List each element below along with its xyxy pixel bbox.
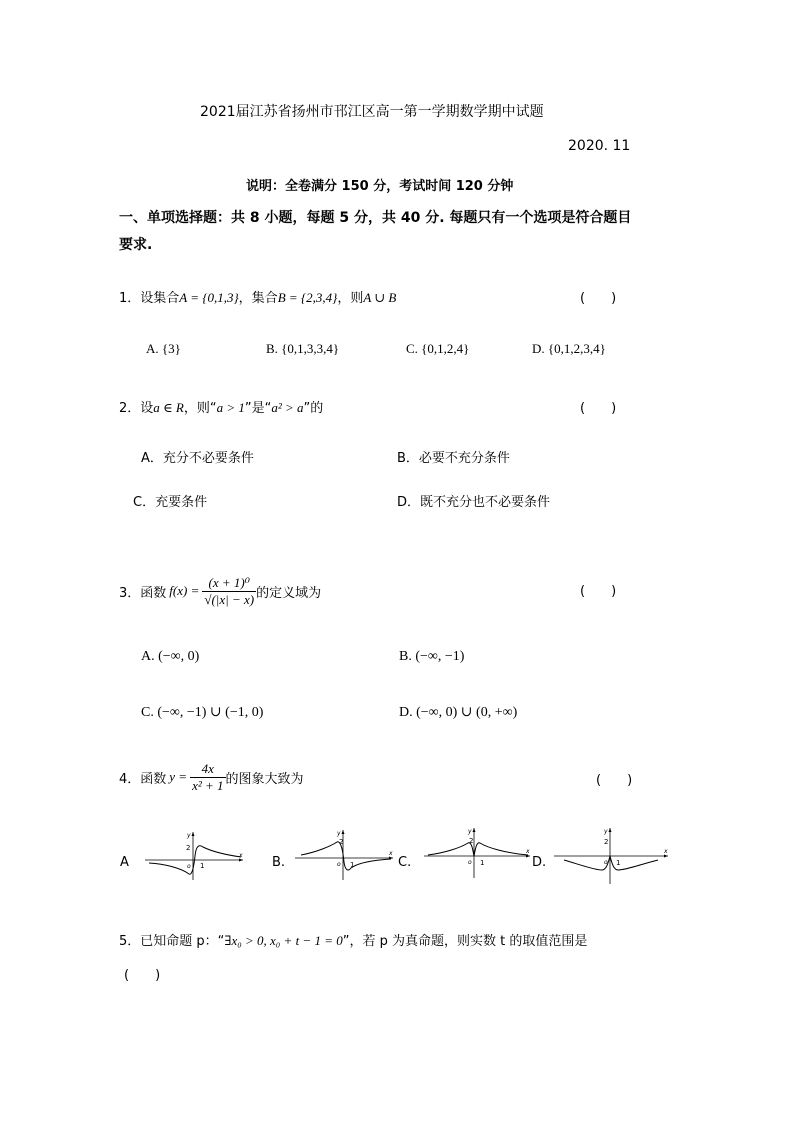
section-heading-line2: 要求. [119,237,153,253]
q4-a-origin: o [187,863,191,870]
q4-y: y = [169,769,188,784]
q3-option-c: C. (−∞, −1) ∪ (−1, 0) [141,705,264,720]
q1-prefix: 1．设集合 [119,291,180,306]
q3-answer-paren: ( ) [580,584,617,599]
q4-graph-a [145,830,245,882]
q4-graph-b [295,828,395,882]
exam-note: 说明：全卷满分 150 分，考试时间 120 分钟 [246,179,514,194]
q4-b-x: x [389,850,393,857]
q4-c-tick-1: 1 [480,859,485,867]
q4-c-tick-2: 2 [469,837,474,845]
q4-answer-paren: ( ) [596,773,633,788]
q3-suffix: 的定义域为 [256,585,322,601]
q4-a-tick-1: 1 [200,862,205,870]
q5-suffix: ”，若 p 为真命题，则实数 t 的取值范围是 [342,934,588,949]
q5-proposition: ∃x₀ > 0, x₀ + t − 1 = 0 [224,933,343,948]
q2-option-d: D．既不充分也不必要条件 [397,495,551,510]
q1-set-a: A = {0,1,3} [179,290,239,305]
exam-date: 2020. 11 [568,138,631,154]
q5-answer-paren: ( ) [124,968,161,983]
q3-fx: f(x) = [169,583,200,598]
q4-d-tick-1: 1 [616,859,621,867]
q1-expr: A ∪ B [363,290,397,305]
q1-set-b: B = {2,3,4} [277,290,338,305]
q1-suffix: ，则 [337,291,364,306]
q4-b-y: y [337,830,341,837]
q4-label-a: A [120,855,129,870]
q4-denominator: x² + 1 [192,777,224,793]
q1-option-d: D. {0,1,2,3,4} [532,341,606,356]
question-4 [119,756,304,798]
q2-suffix: ”的 [303,401,324,416]
q3-option-a: A. (−∞, 0) [141,649,200,664]
q4-prefix: 4．函数 [119,771,167,787]
q4-graph-d [554,826,672,886]
q4-c-x: x [526,848,530,855]
q1-answer-paren: ( ) [580,291,617,306]
question-1 [119,287,396,306]
q4-graph-c [424,826,534,880]
q4-d-x: x [664,848,668,855]
q2-option-a: A．充分不必要条件 [141,451,254,466]
question-3 [119,566,321,616]
q4-label-d: D. [532,855,547,870]
q4-c-origin: o [468,859,472,866]
q4-label-c: C. [398,855,412,870]
q3-fraction [202,575,256,608]
q2-mid2: ”是“ [244,401,272,416]
q3-prefix: 3．函数 [119,585,167,601]
q4-c-y: y [468,828,472,835]
q4-a-x: x [239,852,243,859]
q4-a-tick-2: 2 [186,844,191,852]
q4-d-tick-2: 2 [604,838,609,846]
q4-b-tick-1: 1 [350,861,355,869]
page-title: 2021届江苏省扬州市邗江区高一第一学期数学期中试题 [200,104,544,120]
q4-b-origin: o [337,861,341,868]
q2-cond: a ∈ R [153,400,184,415]
q2-q: a² > a [271,400,304,415]
q4-d-origin: o [604,859,608,866]
q2-p: a > 1 [216,400,245,415]
q3-option-d: D. (−∞, 0) ∪ (0, +∞) [399,705,518,720]
q1-option-b: B. {0,1,3,3,4} [266,341,340,356]
question-2 [119,397,323,416]
q2-mid1: ，则“ [183,401,217,416]
q4-b-tick-2: 2 [339,838,344,846]
q3-option-b: B. (−∞, −1) [399,649,465,664]
q2-option-c: C．充要条件 [133,495,208,510]
q4-suffix: 的图象大致为 [225,771,304,787]
q5-prefix: 5．已知命题 p：“ [119,934,225,949]
q4-d-y: y [604,828,608,835]
q2-answer-paren: ( ) [580,401,617,416]
q1-mid: ，集合 [238,291,278,306]
q3-denominator: √(|x| − x) [204,591,255,607]
q1-option-c: C. {0,1,2,4} [406,341,470,356]
section-heading-line1: 一、单项选择题：共 8 小题，每题 5 分，共 40 分. 每题只有一个选项是符合题目 [119,210,632,226]
q2-option-b: B．必要不充分条件 [397,451,510,466]
q2-prefix: 2．设 [119,401,154,416]
q1-option-a: A. {3} [146,341,181,356]
q4-label-b: B. [272,855,286,870]
q3-numerator: (x + 1)⁰ [202,575,256,592]
question-5 [119,930,587,949]
q4-a-y: y [187,832,191,839]
q4-numerator: 4x [190,761,225,778]
q4-fraction [190,761,225,794]
